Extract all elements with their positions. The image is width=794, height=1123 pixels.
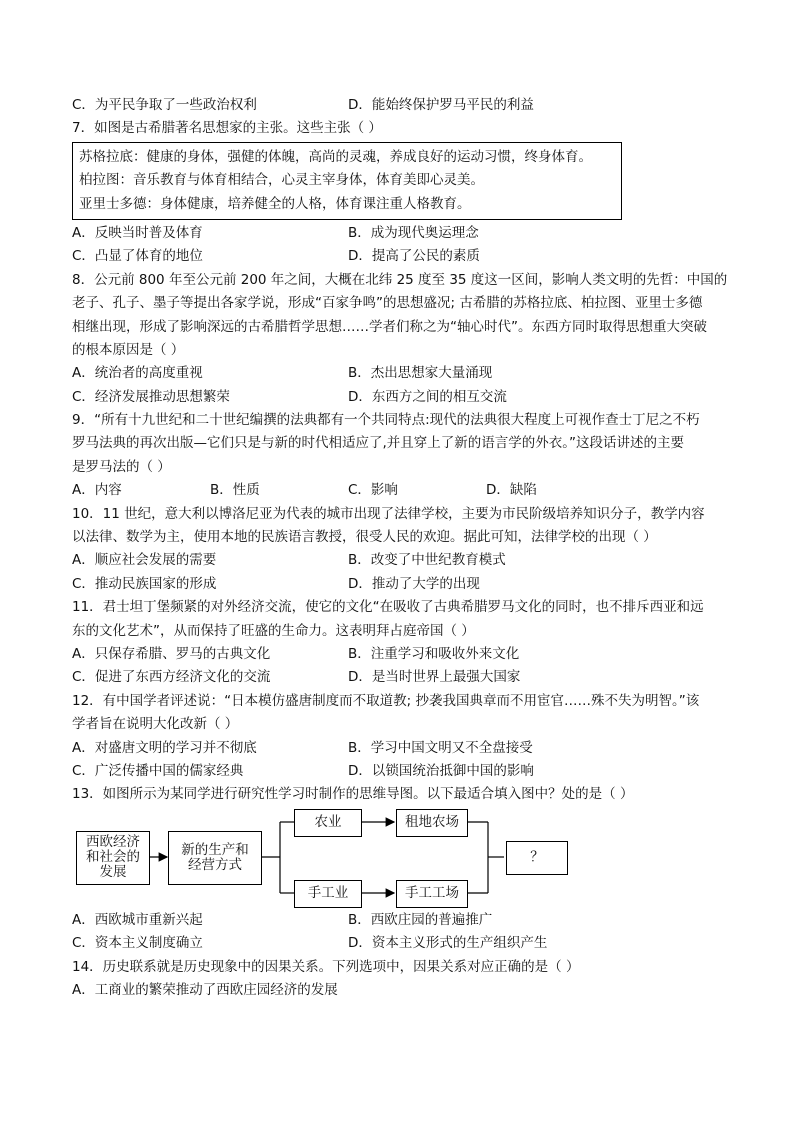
box-leased-farm: 租地农场	[396, 809, 468, 837]
q7-option-b[interactable]: B．成为现代奥运理念	[348, 224, 479, 241]
q7-options-row-2	[72, 245, 722, 268]
q8-option-b[interactable]: B．杰出思想家大量涌现	[348, 365, 493, 382]
q12-options-row-2	[72, 760, 722, 783]
q9-options-row	[72, 479, 722, 502]
box-handicraft: 手工业	[294, 880, 362, 908]
q9-stem-line-1: 9．“所有十九世纪和二十世纪编撰的法典都有一个共同特点:现代的法典很大程度上可视作查士丁尼之不朽	[72, 412, 700, 429]
q13-option-b[interactable]: B．西欧庄园的普遍推广	[348, 911, 493, 928]
q13-option-d[interactable]: D．资本主义形式的生产组织产生	[348, 935, 548, 952]
q7-option-a[interactable]: A．反映当时普及体育	[72, 224, 203, 241]
box-new-production-mode	[168, 831, 262, 885]
q11-options-row-2	[72, 666, 722, 689]
q9-stem-line-2: 罗马法典的再次出版—它们只是与新的时代相适应了,并且穿上了新的语言学的外衣。”这段话讲述的主要	[72, 435, 685, 452]
q8-options-row-1	[72, 362, 722, 385]
q13-stem: 13．如图所示为某同学进行研究性学习时制作的思维导图。以下最适合填入图中？处的是（ ）	[72, 786, 634, 803]
q6-options-row	[72, 94, 722, 117]
box1-line-2: 和社会的	[86, 849, 140, 866]
q10-options-row-1	[72, 549, 722, 572]
q7-quote-aristotle: 亚里士多德：身体健康，培养健全的人格，体育课注重人格教育。	[79, 195, 471, 212]
q11-stem-line-1: 11．君士坦丁堡频紧的对外经济交流，使它的文化“在吸收了古典希腊罗马文化的同时，也不排斥西亚和远	[72, 599, 704, 616]
q10-option-c[interactable]: C．推动民族国家的形成	[72, 575, 217, 592]
q7-option-d[interactable]: D．提高了公民的素质	[348, 248, 480, 265]
q8-option-a[interactable]: A．统治者的高度重视	[72, 365, 203, 382]
q8-options-row-2	[72, 386, 722, 409]
q14-option-a[interactable]: A．工商业的繁荣推动了西欧庄园经济的发展	[72, 981, 338, 998]
q13-option-a[interactable]: A．西欧城市重新兴起	[72, 911, 203, 928]
q6-option-d: D．能始终保护罗马平民的利益	[348, 97, 534, 113]
q10-option-d[interactable]: D．推动了大学的出现	[348, 575, 480, 592]
q10-option-a[interactable]: A．顺应社会发展的需要	[72, 552, 217, 569]
q10-options-row-2	[72, 573, 722, 596]
q8-stem-line-3: 相继出现，形成了影响深远的古希腊哲学思想……学者们称之为“轴心时代”。东西方同时取得思想重大突破	[72, 318, 707, 335]
q11-option-a[interactable]: A．只保存希腊、罗马的古典文化	[72, 645, 271, 662]
box-workshop: 手工工场	[396, 880, 468, 908]
q8-option-d[interactable]: D．东西方之间的相互交流	[348, 388, 507, 405]
q9-stem-line-3: 是罗马法的（ ）	[72, 458, 171, 475]
q9-option-d[interactable]: D．缺陷	[486, 482, 537, 499]
exam-page	[72, 94, 728, 1002]
q13-option-c[interactable]: C．资本主义制度确立	[72, 935, 203, 952]
q13-options-row-2	[72, 932, 722, 955]
box2-line-2: 经营方式	[188, 856, 242, 873]
q13-options-row-1	[72, 909, 722, 932]
box-west-europe-development	[76, 831, 150, 885]
box-unknown: ？	[506, 841, 568, 875]
q8-option-c[interactable]: C．经济发展推动思想繁荣	[72, 388, 230, 405]
q8-stem-line-4: 的根本原因是（ ）	[72, 341, 185, 358]
box1-line-3: 发展	[99, 864, 127, 881]
q12-option-b[interactable]: B．学习中国文明又不全盘接受	[348, 739, 533, 756]
q7-quote-plato: 柏拉图：音乐教育与体育相结合，心灵主宰身体，体育美即心灵美。	[79, 172, 484, 189]
q12-option-a[interactable]: A．对盛唐文明的学习并不彻底	[72, 739, 257, 756]
box2-line-1: 新的生产和	[181, 841, 249, 858]
q11-options-row-1	[72, 643, 722, 666]
q14-stem: 14．历史联系就是历史现象中的因果关系。下列选项中，因果关系对应正确的是（ ）	[72, 958, 580, 975]
q8-stem-line-2: 老子、孔子、墨子等提出各家学说，形成“百家争鸣”的思想盛况; 古希腊的苏格拉底、柏拉图、亚里士多德	[72, 295, 703, 312]
q11-option-c[interactable]: C．促进了东西方经济文化的交流	[72, 669, 271, 686]
q11-stem-line-2: 东的文化艺术”，从而保持了旺盛的生命力。这表明拜占庭帝国（ ）	[72, 622, 475, 639]
box-agriculture: 农业	[294, 809, 362, 837]
box1-line-1: 西欧经济	[86, 834, 140, 851]
q12-stem-line-2: 学者旨在说明大化改新（ ）	[72, 716, 239, 733]
q12-option-c[interactable]: C．广泛传播中国的儒家经典	[72, 762, 244, 779]
q12-options-row-1	[72, 737, 722, 760]
q7-quote-socrates: 苏格拉底：健康的身体，强健的体魄，高尚的灵魂，养成良好的运动习惯，终身体育。	[79, 148, 592, 165]
q8-stem-line-1: 8．公元前 800 年至公元前 200 年之间，大概在北纬 25 度至 35 度这一区间，影响人类文明的先哲：中国的	[72, 271, 728, 288]
q11-option-b[interactable]: B．注重学习和吸收外来文化	[348, 645, 520, 662]
q9-option-a[interactable]: A．内容	[72, 482, 122, 499]
q11-option-d[interactable]: D．是当时世界上最强大国家	[348, 669, 521, 686]
q12-option-d[interactable]: D．以锁国统治抵御中国的影响	[348, 762, 534, 779]
q10-stem-line-2: 以法律、数学为主，使用本地的民族语言教授，很受人民的欢迎。据此可知，法律学校的出现（ ）	[72, 529, 657, 546]
q7-quote-box	[72, 142, 622, 220]
q10-stem-line-1: 10．11 世纪，意大利以博洛尼亚为代表的城市出现了法律学校，主要为市民阶级培养知识分子，教学内容	[72, 505, 705, 522]
q9-option-c[interactable]: C．影响	[348, 482, 398, 499]
q7-stem: 7．如图是古希腊著名思想家的主张。这些主张（ ）	[72, 120, 382, 137]
q10-option-b[interactable]: B．改变了中世纪教育模式	[348, 552, 506, 569]
q7-option-c[interactable]: C．凸显了体育的地位	[72, 248, 203, 265]
q9-option-b[interactable]: B．性质	[210, 482, 260, 499]
q13-mind-map	[72, 809, 722, 901]
q12-stem-line-1: 12．有中国学者评述说：“日本模仿盛唐制度而不取道教; 抄袭我国典章而不用宦官……殊不失为明智。”该	[72, 692, 700, 709]
q7-options-row-1	[72, 222, 722, 245]
q6-option-c: C．为平民争取了一些政治权利	[72, 97, 257, 113]
